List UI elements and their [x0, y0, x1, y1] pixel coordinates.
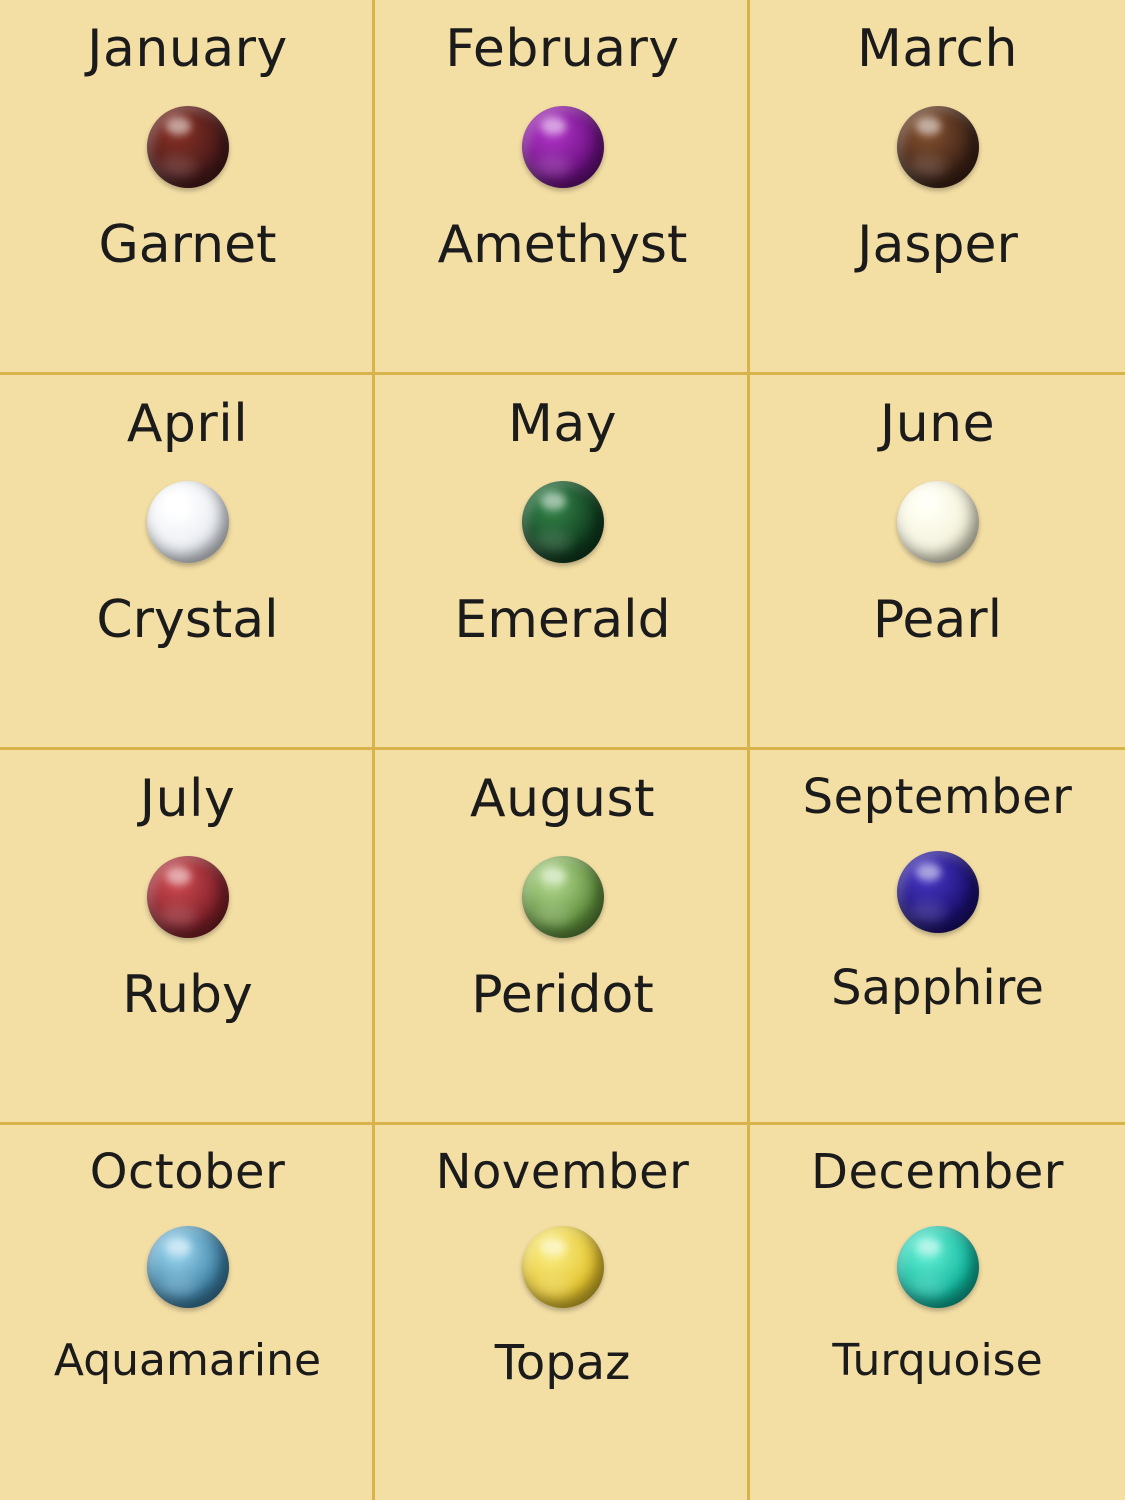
gem-name-label: Pearl: [872, 589, 1003, 650]
birthstone-cell-september: [750, 750, 1125, 1125]
gem-highlight-icon: [541, 117, 566, 135]
gem-sphere: [147, 856, 229, 938]
birthstone-cell-december: [750, 1125, 1125, 1500]
month-label: September: [802, 769, 1073, 825]
gem-highlight-icon: [166, 867, 191, 885]
gem-sphere: [897, 851, 979, 933]
gem-highlight-icon: [541, 867, 566, 885]
gem-image-amethyst: [522, 95, 604, 199]
month-label: July: [139, 769, 236, 829]
gem-highlight-icon: [166, 117, 191, 135]
gem-image-emerald: [522, 470, 604, 574]
birthstone-cell-june: [750, 375, 1125, 750]
gem-name-label: Sapphire: [831, 960, 1044, 1017]
gem-name-label: Aquamarine: [53, 1335, 322, 1387]
month-label: November: [435, 1144, 690, 1200]
gem-reflection-icon: [908, 902, 946, 923]
gem-sphere: [522, 856, 604, 938]
gem-reflection-icon: [158, 906, 196, 927]
gem-reflection-icon: [533, 156, 571, 177]
gem-reflection-icon: [533, 906, 571, 927]
gem-sphere: [147, 106, 229, 188]
birthstone-cell-may: [375, 375, 750, 750]
gem-image-pearl: [897, 470, 979, 574]
birthstone-cell-october: [0, 1125, 375, 1500]
gem-image-aquamarine: [147, 1215, 229, 1319]
gem-image-garnet: [147, 95, 229, 199]
birthstone-cell-february: [375, 0, 750, 375]
gem-reflection-icon: [908, 531, 946, 552]
gem-sphere: [522, 481, 604, 563]
gem-reflection-icon: [158, 531, 196, 552]
gem-sphere: [897, 481, 979, 563]
birthstone-cell-april: [0, 375, 375, 750]
gem-reflection-icon: [158, 156, 196, 177]
birthstone-cell-january: [0, 0, 375, 375]
birthstone-cell-july: [0, 750, 375, 1125]
month-label: April: [126, 394, 249, 454]
gem-name-label: Topaz: [494, 1335, 631, 1392]
gem-highlight-icon: [916, 492, 941, 510]
gem-sphere: [897, 106, 979, 188]
gem-sphere: [147, 481, 229, 563]
gem-image-topaz: [522, 1215, 604, 1319]
gem-sphere: [522, 1226, 604, 1308]
gem-highlight-icon: [166, 492, 191, 510]
gem-highlight-icon: [541, 492, 566, 510]
gem-image-turquoise: [897, 1215, 979, 1319]
gem-image-peridot: [522, 845, 604, 949]
month-label: March: [856, 19, 1018, 79]
month-label: October: [89, 1144, 286, 1200]
gem-highlight-icon: [916, 863, 941, 881]
gem-sphere: [522, 106, 604, 188]
gem-highlight-icon: [166, 1238, 191, 1256]
month-label: June: [879, 394, 996, 454]
gem-highlight-icon: [541, 1238, 566, 1256]
gem-reflection-icon: [158, 1277, 196, 1298]
gem-name-label: Amethyst: [437, 214, 688, 275]
month-label: August: [470, 769, 655, 829]
gem-name-label: Garnet: [98, 214, 277, 275]
gem-image-ruby: [147, 845, 229, 949]
gem-name-label: Peridot: [471, 964, 654, 1025]
month-label: February: [445, 19, 680, 79]
gem-name-label: Turquoise: [832, 1335, 1043, 1387]
gem-reflection-icon: [908, 1277, 946, 1298]
gem-reflection-icon: [908, 156, 946, 177]
gem-image-crystal: [147, 470, 229, 574]
gem-name-label: Crystal: [96, 589, 279, 650]
gem-name-label: Ruby: [122, 964, 253, 1025]
gem-highlight-icon: [916, 117, 941, 135]
month-label: December: [811, 1144, 1064, 1200]
gem-reflection-icon: [533, 1277, 571, 1298]
gem-sphere: [897, 1226, 979, 1308]
birthstone-cell-march: [750, 0, 1125, 375]
gem-reflection-icon: [533, 531, 571, 552]
birthstone-cell-august: [375, 750, 750, 1125]
month-label: January: [87, 19, 288, 79]
month-label: May: [507, 394, 617, 454]
birthstone-cell-november: [375, 1125, 750, 1500]
gem-highlight-icon: [916, 1238, 941, 1256]
gem-name-label: Emerald: [454, 589, 671, 650]
gem-sphere: [147, 1226, 229, 1308]
gem-image-jasper: [897, 95, 979, 199]
gem-name-label: Jasper: [857, 214, 1018, 275]
gem-image-sapphire: [897, 840, 979, 944]
